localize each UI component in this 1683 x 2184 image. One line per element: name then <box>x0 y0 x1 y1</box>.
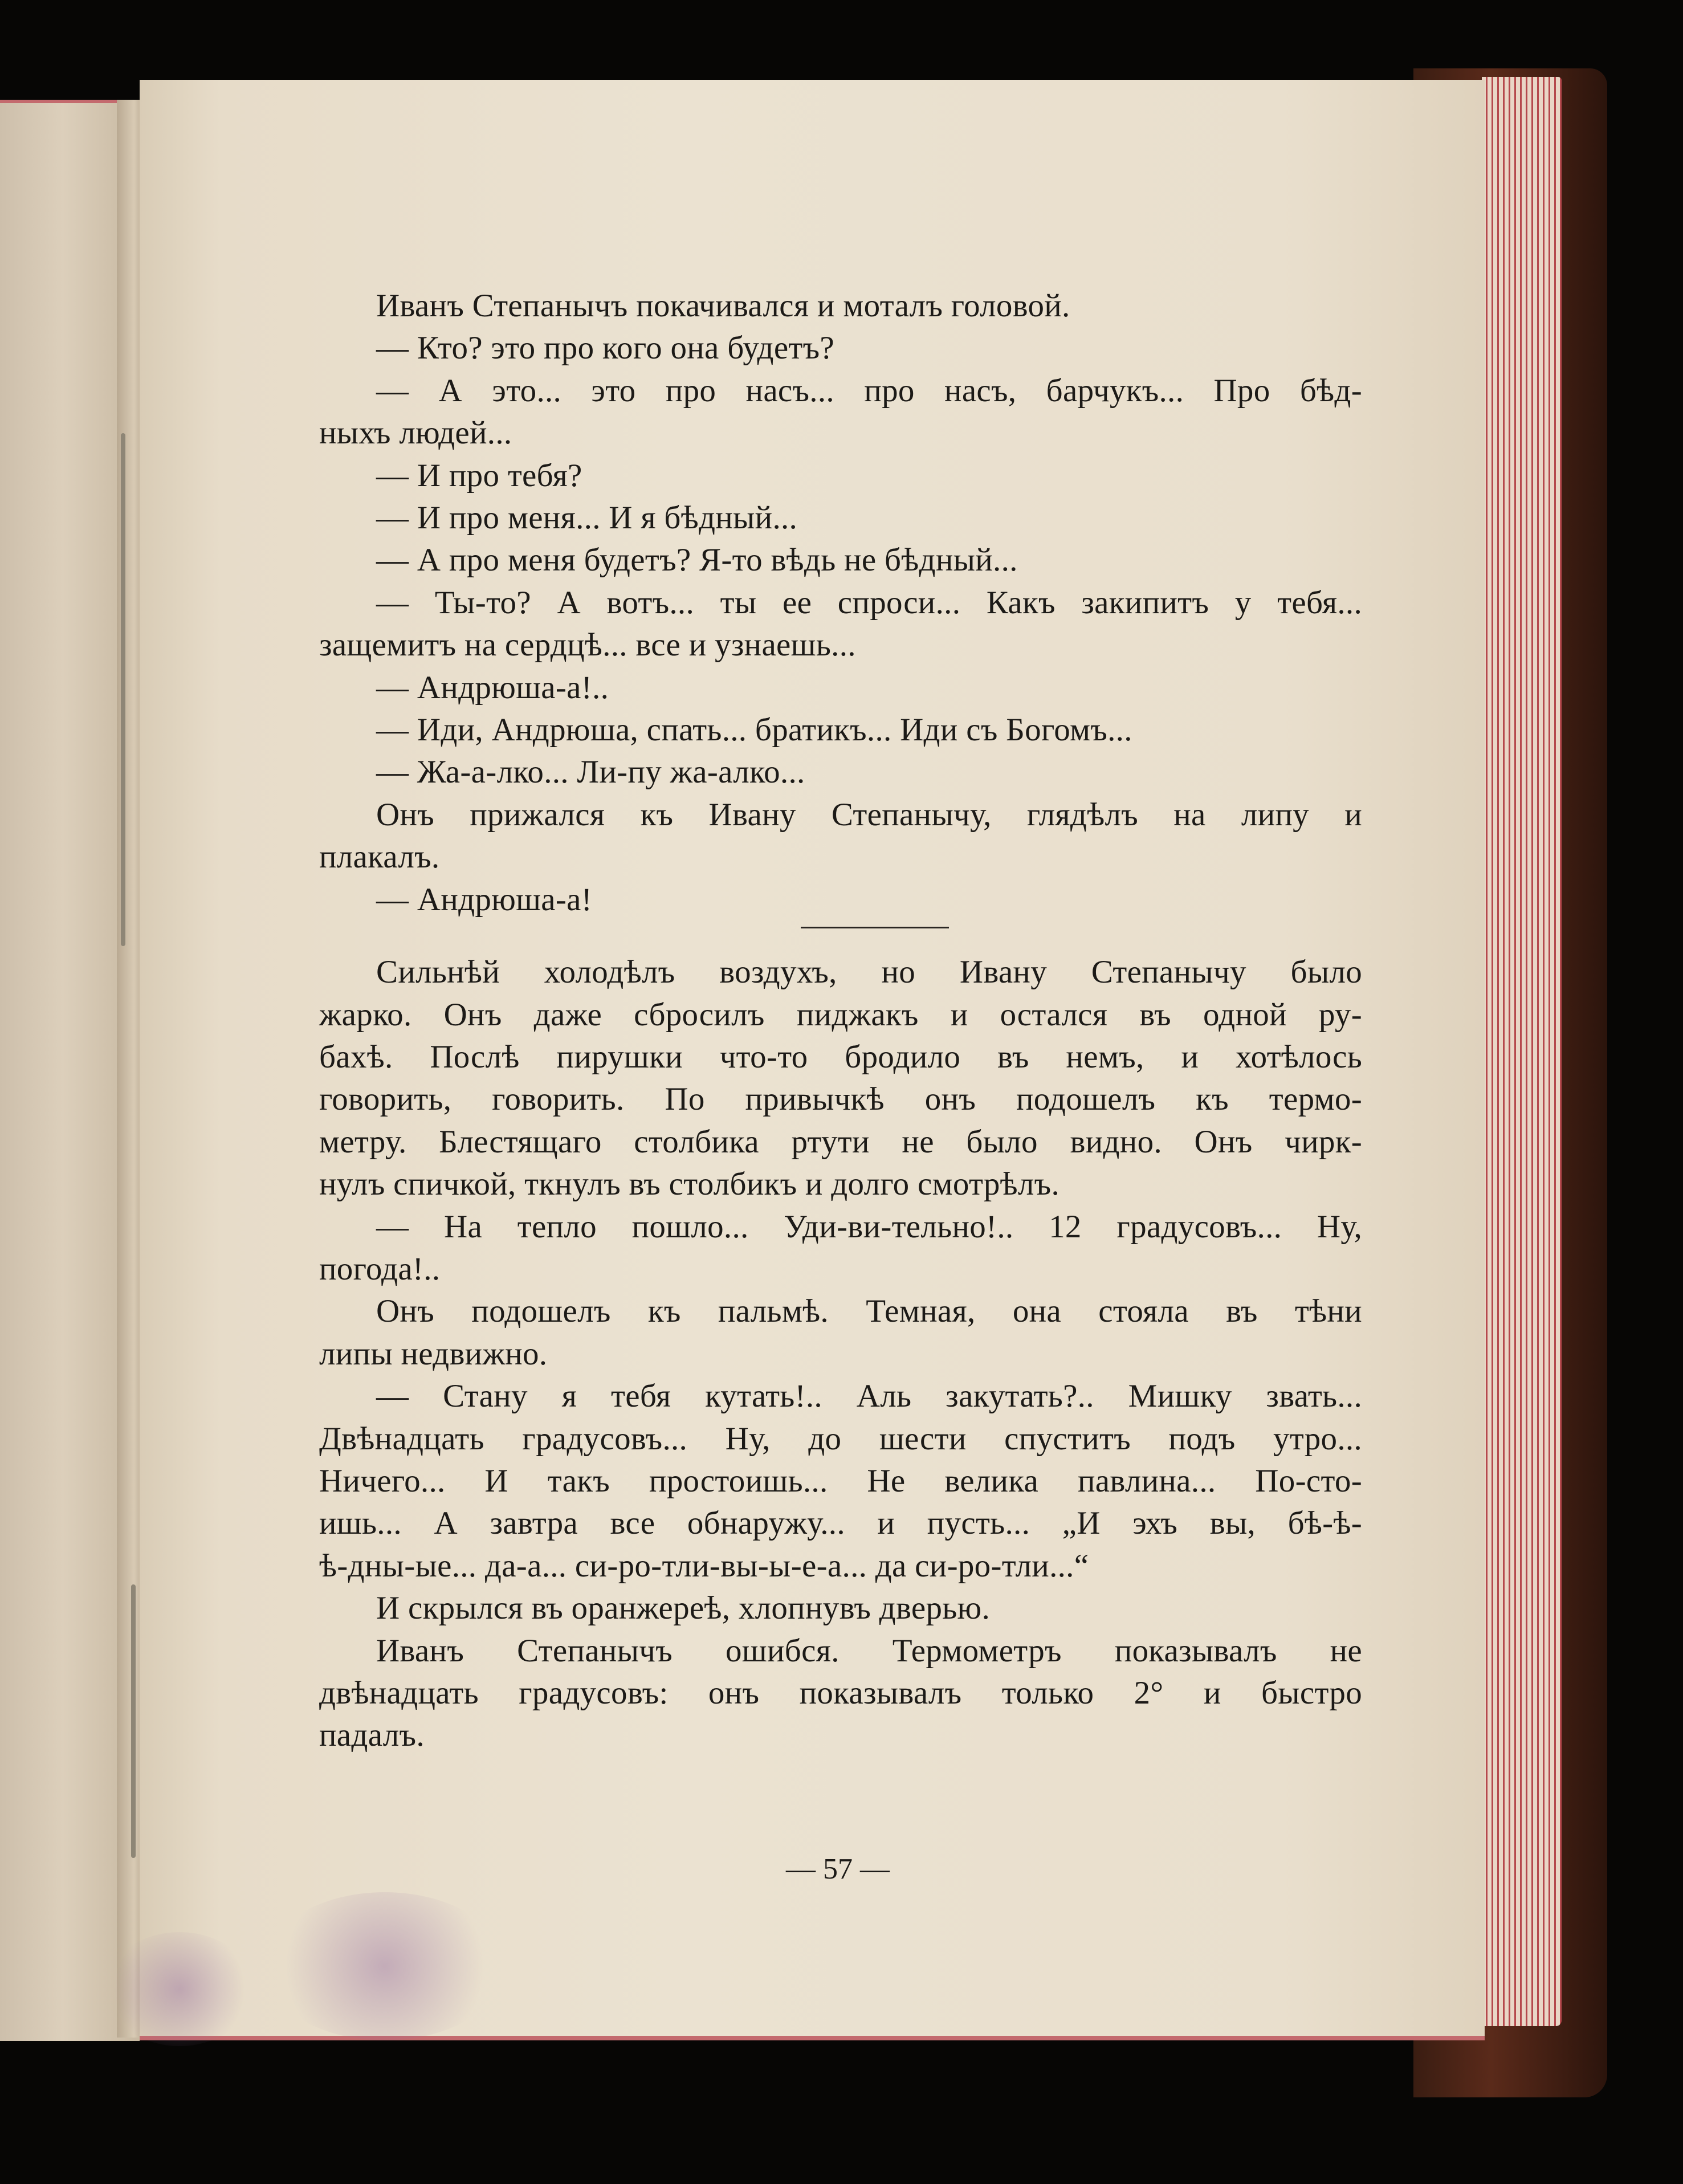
binding-thread-top <box>121 433 125 946</box>
text-line: ѣ-дны-ые... да-а... си-ро-тли-вы-ы-е-а... да си-ро-тли...“ <box>319 1547 1089 1584</box>
text-line: — Жа-а-лко... Ли-пу жа-алко... <box>376 754 805 791</box>
text-line: И скрылся въ оранжереѣ, хлопнувъ дверью. <box>376 1590 990 1627</box>
text-line: — Андрюша-а!.. <box>376 669 609 706</box>
text-line: Двѣнадцать градусовъ... Ну, до шести спуститъ подъ утро... <box>319 1420 1362 1457</box>
section-gap <box>319 928 1362 951</box>
text-line: — А это... это про насъ... про насъ, барчукъ... Про бѣд- <box>376 372 1362 409</box>
text-line: — Кто? это про кого она будетъ? <box>376 330 835 366</box>
text-line: липы недвижно. <box>319 1335 548 1372</box>
text-line: бахѣ. Послѣ пирушки что-то бродило въ немъ, и хотѣлось <box>319 1038 1362 1075</box>
text-line: нулъ спичкой, ткнулъ въ столбикъ и долго смотрѣлъ. <box>319 1166 1060 1203</box>
text-line: Онъ прижался къ Ивану Степанычу, глядѣлъ на липу и <box>376 796 1362 833</box>
text-line: жарко. Онъ даже сбросилъ пиджакъ и остался въ одной ру- <box>319 996 1362 1033</box>
page-edges <box>1482 77 1562 2026</box>
text-line: Онъ подошелъ къ пальмѣ. Темная, она стояла въ тѣни <box>376 1293 1362 1330</box>
page-text <box>319 285 1362 1757</box>
ink-stain <box>105 1932 254 2046</box>
text-line: — Стану я тебя кутать!.. Аль закутать?.. Мишку звать... <box>376 1378 1362 1415</box>
text-line: защемитъ на сердцѣ... все и узнаешь... <box>319 627 856 663</box>
text-line: Иванъ Степанычъ покачивался и моталъ головой. <box>376 288 1070 324</box>
text-line: — Ты-то? А вотъ... ты ее спроси... Какъ закипитъ у тебя... <box>376 584 1362 621</box>
text-line: ишь... А завтра все обнаружу... и пусть... „И эхъ вы, бѣ-ѣ- <box>319 1505 1362 1542</box>
text-line: двѣнадцать градусовъ: онъ показывалъ только 2° и быстро <box>319 1675 1362 1711</box>
ink-stain <box>265 1892 504 2040</box>
text-line: — Иди, Андрюша, спать... братикъ... Иди съ Богомъ... <box>376 712 1132 748</box>
text-line: — И про тебя? <box>376 457 582 494</box>
section-divider <box>801 927 949 928</box>
text-line: — И про меня... И я бѣдный... <box>376 500 798 536</box>
text-line: ныхъ людей... <box>319 415 512 451</box>
text-line: — А про меня будетъ? Я-то вѣдь не бѣдный... <box>376 542 1018 578</box>
text-line: — Андрюша-а! <box>376 881 593 918</box>
text-line: Сильнѣй холодѣлъ воздухъ, но Ивану Степанычу было <box>376 954 1362 991</box>
text-line: метру. Блестящаго столбика ртути не было видно. Онъ чирк- <box>319 1123 1362 1160</box>
text-line: погода!.. <box>319 1250 441 1287</box>
text-line: плакалъ. <box>319 839 440 875</box>
binding-thread-bottom <box>131 1584 136 1858</box>
page-number: — 57 — <box>786 1853 890 1885</box>
text-line: Иванъ Степанычъ ошибся. Термометръ показывалъ не <box>376 1632 1362 1669</box>
text-line: говорить, говорить. По привычкѣ онъ подошелъ къ термо- <box>319 1081 1362 1118</box>
text-line: — На тепло пошло... Уди-ви-тельно!.. 12 градусовъ... Ну, <box>376 1208 1362 1245</box>
text-line: Ничего... И такъ простоишь... Не велика павлина... По-сто- <box>319 1462 1362 1499</box>
text-line: падалъ. <box>319 1717 425 1754</box>
